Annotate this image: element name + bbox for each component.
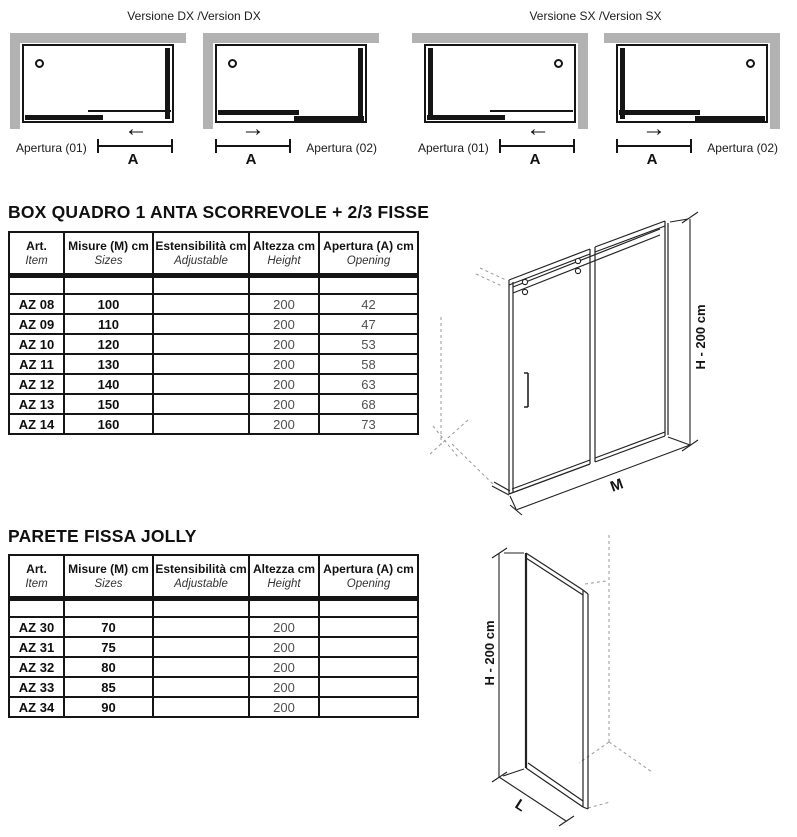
- wall-side: [203, 33, 213, 129]
- cell-misure: 100: [64, 294, 153, 314]
- table-row: [9, 414, 418, 434]
- col-label: Altezza cm: [252, 238, 316, 253]
- cell-misure: 150: [64, 394, 153, 414]
- col-label: Altezza cm: [252, 561, 316, 576]
- cell-estensibilita: [153, 617, 249, 637]
- cell-apertura: 47: [319, 314, 418, 334]
- direction-arrow-icon: →: [241, 115, 265, 142]
- plan-diagram-dx-apertura-01: [10, 33, 186, 168]
- table-header-row: [9, 555, 418, 599]
- plan-diagram-sx-apertura-02: [604, 33, 780, 168]
- col-art: [9, 232, 64, 276]
- sliding-door-bar: [25, 115, 103, 120]
- table-row: [9, 394, 418, 414]
- apertura-label: Apertura (01): [418, 141, 489, 155]
- cell-art: AZ 14: [9, 414, 64, 434]
- wall-side: [578, 33, 588, 129]
- cell-estensibilita: [153, 697, 249, 717]
- cell-apertura: 73: [319, 414, 418, 434]
- section-title-parete-fissa: PARETE FISSA JOLLY: [8, 526, 197, 546]
- cell-altezza: 200: [249, 414, 319, 434]
- cell-altezza: 200: [249, 677, 319, 697]
- cell-apertura: 42: [319, 294, 418, 314]
- cell-altezza: 200: [249, 697, 319, 717]
- cell-altezza: 200: [249, 334, 319, 354]
- width-dimension: [510, 437, 690, 515]
- cell-misure: 75: [64, 637, 153, 657]
- col-label: Misure (M) cm: [68, 561, 149, 576]
- apertura-label: Apertura (01): [16, 141, 87, 155]
- cell-apertura: 63: [319, 374, 418, 394]
- cell-apertura: [319, 697, 418, 717]
- fixed-glass-line: [88, 110, 171, 112]
- dimension-label: A: [245, 151, 257, 168]
- glass-panel-plan: [22, 44, 174, 123]
- cell-estensibilita: [153, 657, 249, 677]
- col-sublabel: Item: [25, 254, 48, 267]
- glass-panel-plan: [616, 44, 768, 123]
- col-sublabel: Adjustable: [174, 254, 228, 267]
- wall-side: [10, 33, 20, 129]
- direction-arrow-icon: →: [642, 115, 666, 142]
- cell-altezza: 200: [249, 657, 319, 677]
- table-row: [9, 354, 418, 374]
- cell-altezza: 200: [249, 314, 319, 334]
- col-sublabel: Height: [267, 254, 301, 267]
- apertura-label: Apertura (02): [707, 141, 778, 155]
- parete-fissa-spec-table: [8, 554, 419, 718]
- cell-misure: 160: [64, 414, 153, 434]
- table-row: [9, 617, 418, 637]
- col-label: Art.: [26, 238, 47, 253]
- col-label: Misure (M) cm: [68, 238, 149, 253]
- col-label: Apertura (A) cm: [323, 561, 414, 576]
- cell-art: AZ 33: [9, 677, 64, 697]
- col-estensibilita: [153, 232, 249, 276]
- col-sublabel: Opening: [346, 254, 391, 267]
- width-dimension-label: L: [511, 795, 529, 816]
- cell-estensibilita: [153, 314, 249, 334]
- cell-art: AZ 10: [9, 334, 64, 354]
- dimension-label: A: [529, 151, 541, 168]
- dashed-construction-lines: [579, 535, 652, 808]
- cell-art: AZ 32: [9, 657, 64, 677]
- col-art: [9, 555, 64, 599]
- col-altezza: [249, 555, 319, 599]
- cell-altezza: 200: [249, 374, 319, 394]
- cell-estensibilita: [153, 374, 249, 394]
- direction-arrow-icon: ←: [526, 115, 550, 142]
- col-sublabel: Sizes: [94, 577, 123, 590]
- cell-estensibilita: [153, 677, 249, 697]
- cell-altezza: 200: [249, 637, 319, 657]
- version-dx-title: Versione DX /Version DX: [127, 9, 261, 23]
- cell-art: AZ 08: [9, 294, 64, 314]
- fixed-glass-bar: [294, 116, 364, 121]
- door-knob-icon: [746, 59, 755, 68]
- door-knob-icon: [554, 59, 563, 68]
- table-row: [9, 294, 418, 314]
- col-label: Apertura (A) cm: [323, 238, 414, 253]
- table-row: [9, 314, 418, 334]
- glass-panel-plan: [424, 44, 576, 123]
- cell-art: AZ 34: [9, 697, 64, 717]
- col-label: Art.: [26, 561, 47, 576]
- col-sublabel: Adjustable: [174, 577, 228, 590]
- col-label: Estensibilità cm: [155, 238, 247, 253]
- spacer-row: [9, 599, 418, 618]
- cell-misure: 90: [64, 697, 153, 717]
- glass-panel: [526, 553, 588, 809]
- dashed-construction-lines: [430, 268, 506, 485]
- cell-estensibilita: [153, 294, 249, 314]
- col-misure: [64, 555, 153, 599]
- sliding-door-bar: [427, 115, 505, 120]
- cell-art: AZ 13: [9, 394, 64, 414]
- table-row: [9, 697, 418, 717]
- cell-apertura: [319, 677, 418, 697]
- cell-altezza: 200: [249, 294, 319, 314]
- cell-art: AZ 11: [9, 354, 64, 374]
- table-header-row: [9, 232, 418, 276]
- cell-misure: 110: [64, 314, 153, 334]
- cell-apertura: [319, 617, 418, 637]
- cell-altezza: 200: [249, 394, 319, 414]
- wall-top: [604, 33, 780, 43]
- dimension-label: A: [127, 151, 139, 168]
- door-handle: [524, 373, 528, 407]
- table-row: [9, 334, 418, 354]
- wall-side: [770, 33, 780, 129]
- cell-estensibilita: [153, 637, 249, 657]
- plan-diagram-dx-apertura-02: [203, 33, 379, 168]
- cell-altezza: 200: [249, 354, 319, 374]
- cell-altezza: 200: [249, 617, 319, 637]
- col-sublabel: Item: [25, 577, 48, 590]
- spacer-row: [9, 276, 418, 295]
- cell-apertura: 58: [319, 354, 418, 374]
- cell-estensibilita: [153, 334, 249, 354]
- table-row: [9, 657, 418, 677]
- table-row: [9, 637, 418, 657]
- table-row: [9, 374, 418, 394]
- cell-misure: 70: [64, 617, 153, 637]
- width-dimension-label: M: [608, 475, 626, 496]
- col-sublabel: Sizes: [94, 254, 123, 267]
- table-row: [9, 677, 418, 697]
- cell-art: AZ 30: [9, 617, 64, 637]
- col-sublabel: Opening: [346, 577, 391, 590]
- cell-apertura: 53: [319, 334, 418, 354]
- col-label: Estensibilità cm: [155, 561, 247, 576]
- door-knob-icon: [35, 59, 44, 68]
- cell-misure: 140: [64, 374, 153, 394]
- cell-apertura: [319, 637, 418, 657]
- cell-art: AZ 31: [9, 637, 64, 657]
- col-apertura: [319, 232, 418, 276]
- cell-misure: 85: [64, 677, 153, 697]
- plan-diagram-sx-apertura-01: [412, 33, 588, 168]
- dimension-label: A: [646, 151, 658, 168]
- cell-apertura: 68: [319, 394, 418, 414]
- col-misure: [64, 232, 153, 276]
- box-quadro-spec-table: [8, 231, 419, 435]
- cell-apertura: [319, 657, 418, 677]
- cell-estensibilita: [153, 414, 249, 434]
- col-sublabel: Height: [267, 577, 301, 590]
- fixed-profile-bar: [620, 48, 625, 119]
- cell-art: AZ 09: [9, 314, 64, 334]
- height-dimension-label: H - 200 cm: [482, 620, 497, 686]
- direction-arrow-icon: ←: [124, 115, 148, 142]
- top-rail: [513, 229, 660, 293]
- door-knob-icon: [228, 59, 237, 68]
- wall-top: [203, 33, 379, 43]
- apertura-label: Apertura (02): [306, 141, 377, 155]
- col-estensibilita: [153, 555, 249, 599]
- wall-top: [412, 33, 588, 43]
- col-apertura: [319, 555, 418, 599]
- fixed-glass-line: [490, 110, 573, 112]
- fixed-profile-bar: [165, 48, 170, 119]
- glass-panel-plan: [215, 44, 367, 123]
- cell-misure: 130: [64, 354, 153, 374]
- fixed-glass-bar: [695, 116, 765, 121]
- version-sx-title: Versione SX /Version SX: [529, 9, 662, 23]
- wall-top: [10, 33, 186, 43]
- section-title-box-quadro: BOX QUADRO 1 ANTA SCORREVOLE + 2/3 FISSE: [8, 202, 430, 222]
- height-dimension-label: H - 200 cm: [693, 304, 708, 370]
- fixed-profile-bar: [428, 48, 433, 119]
- cell-misure: 120: [64, 334, 153, 354]
- cell-misure: 80: [64, 657, 153, 677]
- cell-art: AZ 12: [9, 374, 64, 394]
- fixed-profile-bar: [358, 48, 363, 119]
- cell-estensibilita: [153, 354, 249, 374]
- col-altezza: [249, 232, 319, 276]
- box-quadro-isometric-drawing: [430, 195, 797, 517]
- cell-estensibilita: [153, 394, 249, 414]
